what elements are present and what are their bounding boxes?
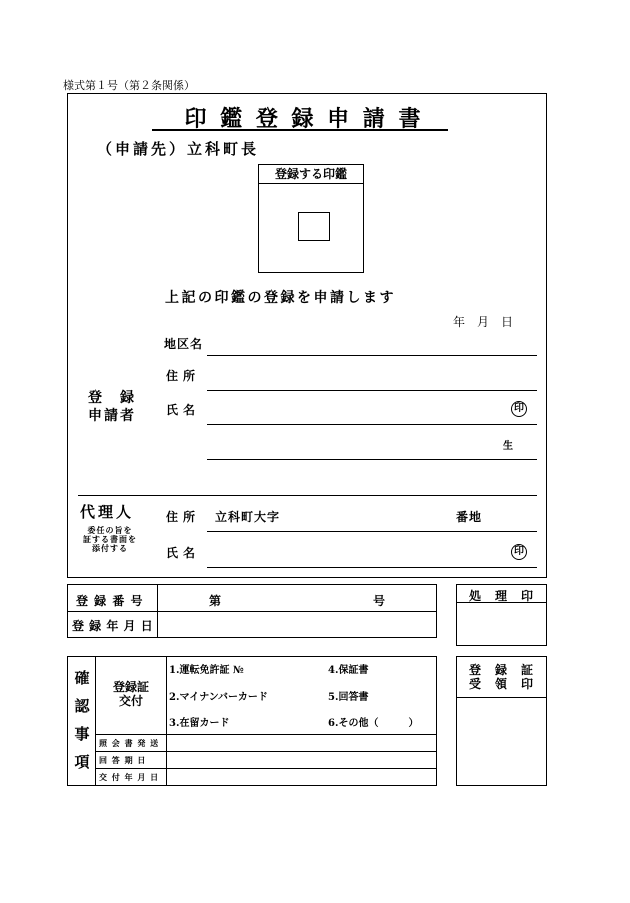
confirmation-row-line-2 [96, 751, 436, 752]
registration-go: 号 [373, 594, 387, 608]
district-label: 地区名 [164, 337, 204, 351]
registration-date-field[interactable] [160, 614, 434, 635]
title-underline [152, 129, 448, 131]
agent-seal-mark: 印 [511, 544, 527, 560]
option-my-number-card[interactable]: 2.マイナンバーカード [169, 692, 268, 703]
confirmation-col-line-1 [95, 657, 96, 785]
birth-suffix: 生 [503, 441, 514, 452]
row-inquiry-sent-label: 照 会 書 発 送 [99, 738, 160, 748]
application-date-label: 年 月 日 [453, 315, 514, 329]
form-number: 様式第１号（第２条関係） [63, 79, 195, 92]
confirmation-row-line-1 [96, 734, 436, 735]
agent-address-value: 立科町大字 [215, 510, 281, 524]
declaration-text: 上記の印鑑の登録を申請します [165, 290, 396, 306]
cert-issue-label: 登録証 交付 [112, 680, 149, 708]
confirmation-row-line-3 [96, 768, 436, 769]
processing-seal-label: 処 理 印 [468, 589, 534, 603]
cert-receipt-header-line [457, 697, 546, 698]
row-issue-date-label: 交 付 年 月 日 [99, 772, 160, 782]
addressee: （申請先）立科町長 [97, 140, 260, 158]
applicant-section-label: 登 録 申請者 [88, 390, 136, 424]
registration-dai: 第 [209, 594, 223, 608]
inquiry-sent-field[interactable] [168, 736, 434, 750]
option-guarantee[interactable]: 4.保証書 [328, 665, 369, 676]
issue-date-field[interactable] [168, 770, 434, 784]
seal-box-label: 登録する印鑑 [259, 165, 363, 184]
agent-note: 委任の旨を 証する書面を 添付する [83, 525, 137, 553]
name-field[interactable] [207, 424, 537, 425]
registration-date-label: 登 録 年 月 日 [72, 619, 154, 633]
agent-banchi-label: 番地 [456, 510, 483, 524]
birthdate-field[interactable] [207, 459, 537, 460]
seal-registration-box [258, 164, 364, 273]
option-other[interactable]: 6.その他（ ） [328, 718, 419, 729]
row-reply-due-label: 回 答 期 日 [99, 755, 147, 765]
cert-receipt-seal-label: 登 録 証 受 領 印 [468, 663, 534, 691]
agent-name-field[interactable] [207, 567, 537, 568]
registration-number-label: 登 録 番 号 [76, 594, 144, 608]
agent-address-label: 住所 [166, 510, 201, 524]
agent-section-label: 代理人 [80, 503, 135, 521]
agent-separator [78, 495, 537, 496]
confirmation-section-label: 確 認 事 項 [74, 669, 90, 771]
confirmation-col-line-2 [166, 657, 167, 785]
option-driver-license[interactable]: 1.運転免許証 № [169, 665, 244, 676]
district-field[interactable] [207, 355, 537, 356]
registration-number-field[interactable] [170, 589, 360, 609]
form-title: 印 鑑 登 録 申 請 書 [184, 106, 424, 132]
agent-address-field[interactable] [207, 531, 537, 532]
reply-due-field[interactable] [168, 753, 434, 767]
address-label: 住所 [166, 369, 201, 383]
option-residence-card[interactable]: 3.在留カード [169, 718, 230, 729]
registration-table-row-line [68, 611, 436, 612]
name-label: 氏名 [166, 403, 201, 417]
seal-impression-area[interactable] [298, 212, 330, 241]
applicant-seal-mark: 印 [511, 401, 527, 417]
option-reply[interactable]: 5.回答書 [328, 692, 369, 703]
address-field[interactable] [207, 390, 537, 391]
agent-name-label: 氏名 [166, 546, 201, 560]
